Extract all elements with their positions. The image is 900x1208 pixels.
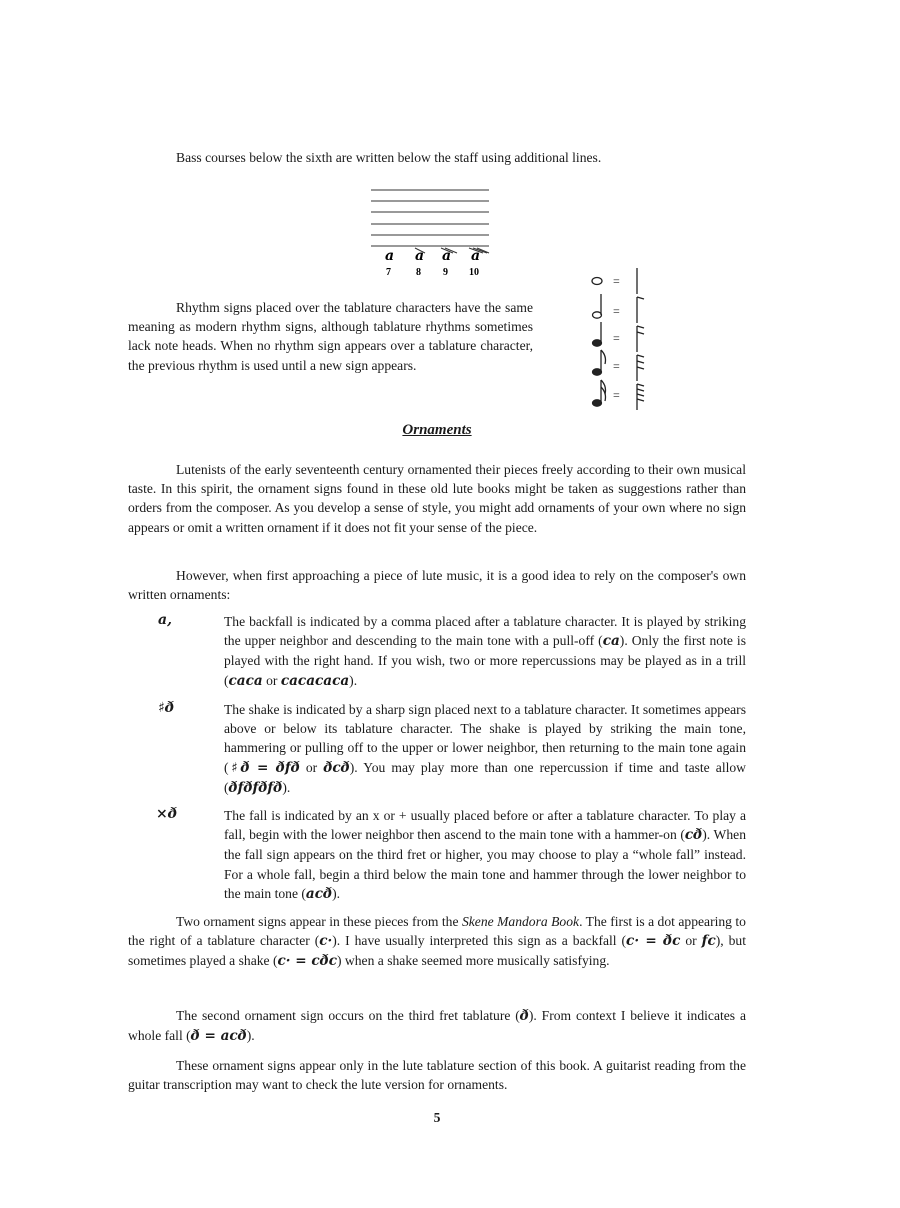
para3-text: Two ornament signs appear in these pieces from the: [176, 914, 462, 929]
fall-text: ).: [332, 885, 341, 901]
backfall-text: ).: [349, 672, 358, 688]
fall-example-icon: cð: [684, 827, 703, 844]
fall-text: The fall is indicated by an x or + usually placed before or after a tablature character. To play a fall, begin with the lower neighbor then ascend to the main tone with a hammer-on (: [224, 808, 746, 843]
fall-sign-icon: ×ð: [156, 806, 178, 822]
para4-text: ).: [246, 1028, 255, 1044]
rhythm-legend: [585, 260, 665, 416]
backfall-description: [224, 612, 746, 691]
dot-sign-icon: c·: [319, 933, 333, 950]
page-number: 5: [433, 1110, 441, 1125]
fall-text: ). When the fall sign appears on the third fret or higher, you may choose to play a “whole fall” instead. For a whole fall, begin a third below the main tone and hammer through the lower neighbor to the main tone (: [224, 827, 746, 901]
dot-shake-example-icon: c· = cðc: [277, 953, 337, 970]
backfall-text: ). Only the first note is played with the right hand. If you wish, two or more repercussions may be played as in a trill (: [224, 633, 746, 688]
eighth-note-icon: [593, 350, 606, 375]
equals-sign: =: [613, 388, 620, 402]
whole-fall-example-icon: acð: [305, 885, 333, 902]
dot-backfall-example-icon: c· = ðc: [626, 933, 681, 950]
backfall-text: The backfall is indicated by a comma placed after a tablature character. It is played by striking the upper neighbor and descending to the main tone with a pull-off (: [224, 614, 746, 649]
equals-sign: =: [613, 359, 620, 373]
sixteenth-note-icon: [593, 380, 606, 406]
half-note-icon: [593, 294, 602, 318]
shake-example-icon: ♯ð = ðfð: [228, 759, 300, 776]
fall-description: [224, 806, 746, 904]
shake-description: [224, 700, 746, 798]
equals-sign: =: [613, 274, 620, 288]
paragraph-approach: However, when first approaching a piece of lute music, it is a good idea to rely on the composer's own written ornaments:: [128, 568, 746, 603]
bass-glyph-7: a: [385, 248, 395, 264]
bass-staff-figure: [365, 184, 495, 284]
section-title: Ornaments: [402, 422, 472, 438]
paragraph-guitar-note: These ornament signs appear only in the lute tablature section of this book. A guitarist reading from the guitar transcription may want to check the lute version for ornaments.: [128, 1058, 746, 1093]
trill-long-example-icon: cacacaca: [280, 672, 350, 689]
backfall-example-icon: ca: [602, 633, 620, 650]
para4-text: The second ornament sign occurs on the third fret tablature (: [176, 1008, 520, 1023]
bass-label-7: 7: [386, 267, 391, 278]
para3-text: . The first is a dot appearing to the right of a tablature character (: [128, 914, 746, 949]
bass-glyph-8: a: [415, 248, 425, 264]
quarter-note-icon: [593, 322, 602, 346]
paragraph-skene-signs: [128, 912, 746, 972]
dot-backfall-alt-icon: fc: [701, 933, 716, 950]
backfall-text: or: [262, 672, 281, 688]
para3-text: ). I have usually interpreted this sign as a backfall (: [332, 933, 627, 949]
bass-glyph-9: a: [442, 248, 452, 264]
bass-label-9: 9: [443, 267, 448, 278]
paragraph-intro-ornaments: Lutenists of the early seventeenth century ornamented their pieces freely according to their own musical taste. In this spirit, the ornament signs found in these old lute books might be taken as suggestions rather than orders from the composer. As you develop a sense of style, you might add ornaments of your own where no sign appears or omit a written ornament if it does not fit your sense of the piece.: [128, 462, 746, 535]
shake-text: The shake is indicated by a sharp sign placed next to a tablature character. It sometimes appears above or below its tablature character. The shake is played by striking the main tone, hammering or pulling off to the upper or lower neighbor, then returning to the main tone again (: [224, 702, 746, 775]
backfall-sign-icon: a,: [158, 612, 172, 628]
bass-glyph-10: a: [471, 248, 481, 264]
shake-text: ). You may play more than one repercussion if time and taste allow (: [224, 759, 746, 795]
para3-text: or: [680, 933, 702, 949]
bass-label-8: 8: [416, 267, 421, 278]
tab-rhythm-flags: [637, 268, 644, 410]
para4-text: ). From context I believe it indicates a whole fall (: [128, 1008, 746, 1044]
third-fret-sign-icon: ð: [519, 1008, 529, 1024]
para3-text: ), but sometimes played a shake (: [128, 933, 747, 969]
book-title: Skene Mandora Book: [461, 914, 580, 929]
shake-lower-example-icon: ðcð: [323, 759, 350, 776]
shake-text: or: [299, 759, 324, 775]
shake-text: ).: [282, 779, 291, 795]
whole-note-icon: [592, 278, 602, 285]
para3-text: ) when a shake seemed more musically satisfying.: [337, 953, 610, 969]
rhythm-paragraph: Rhythm signs placed over the tablature characters have the same meaning as modern rhythm signs, although tablature rhythms sometimes lack note heads. When no rhythm sign appears over a tablature character, the previous rhythm is used until a new sign appears.: [128, 300, 533, 373]
shake-repeat-example-icon: ðfðfðfð: [228, 779, 283, 796]
whole-fall-sign-example-icon: ð = acð: [190, 1028, 247, 1045]
equals-sign: =: [613, 304, 620, 318]
paragraph-second-sign: [128, 1006, 746, 1046]
shake-sign-icon: ♯ð: [158, 700, 175, 716]
trill-example-icon: caca: [228, 672, 263, 689]
intro-sentence: Bass courses below the sixth are written below the staff using additional lines.: [176, 150, 602, 165]
equals-sign: =: [613, 331, 620, 345]
bass-label-10: 10: [469, 267, 479, 278]
